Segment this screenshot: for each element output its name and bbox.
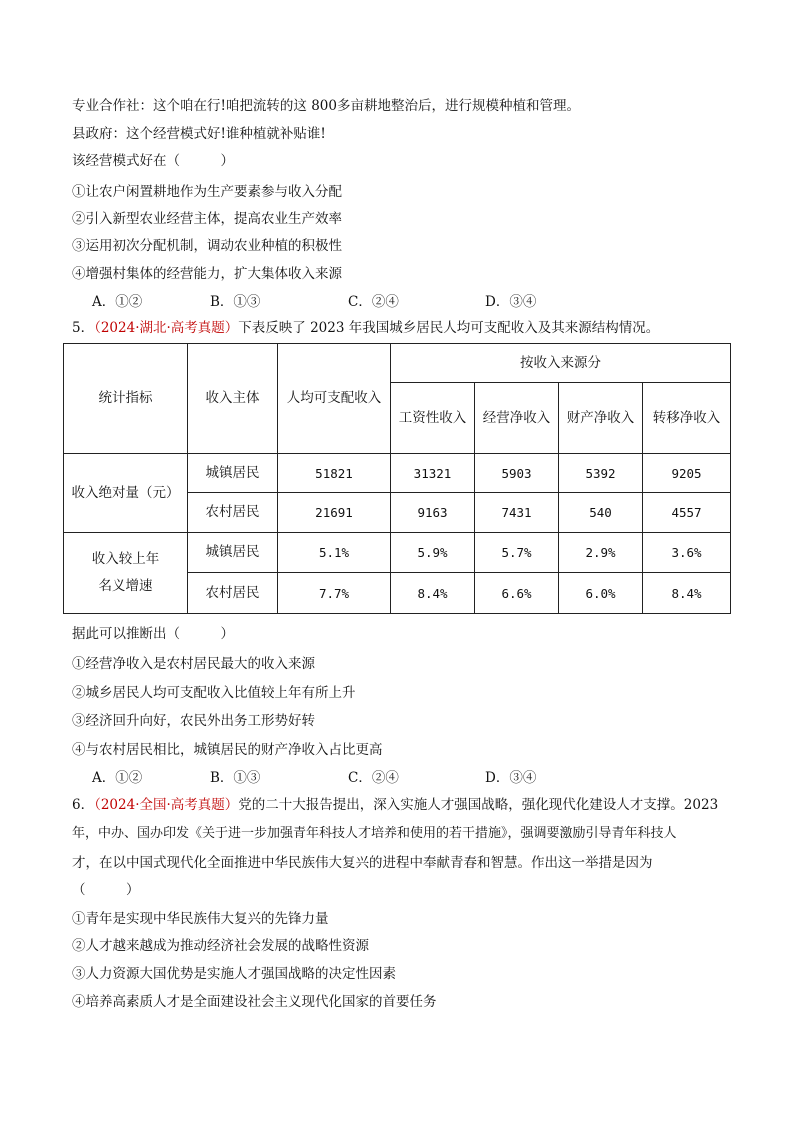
q4-statement: ①让农户闲置耕地作为生产要素参与收入分配	[72, 184, 342, 200]
table-cell: 21691	[278, 493, 391, 533]
header-wage: 工资性收入	[391, 383, 475, 454]
q6-statement: ④培养高素质人才是全面建设社会主义现代化国家的首要任务	[72, 994, 437, 1010]
table-cell: 6.6%	[475, 573, 559, 614]
q4-stem: 该经营模式好在（ ）	[72, 153, 234, 169]
row-label-urban: 城镇居民	[188, 533, 278, 573]
table-cell: 8.4%	[391, 573, 475, 614]
q6-line3: 才，在以中国式现代化全面推进中华民族伟大复兴的进程中奉献青春和智慧。作出这一举措是因为	[72, 855, 653, 871]
q5-after: 据此可以推断出（ ）	[72, 626, 234, 642]
q5-stem: 下表反映了 2023 年我国城乡居民人均可支配收入及其来源结构情况。	[238, 320, 660, 336]
gov-line: 县政府：这个经营模式好!谁种植就补贴谁!	[72, 126, 326, 142]
q6-source: （2024·全国·高考真题）	[94, 797, 239, 813]
header-subject: 收入主体	[188, 344, 278, 454]
option-d[interactable]: D．③④	[485, 770, 537, 786]
option-b[interactable]: B．①③	[210, 294, 261, 310]
q6-number: 6．	[72, 797, 95, 813]
option-c[interactable]: C．②④	[348, 294, 399, 310]
table-cell: 5392	[559, 454, 643, 493]
row-label-rural: 农村居民	[188, 573, 278, 614]
table-cell: 9205	[643, 454, 731, 493]
table-cell: 6.0%	[559, 573, 643, 614]
q5-number: 5．	[72, 320, 95, 336]
q4-statement: ④增强村集体的经营能力，扩大集体收入来源	[72, 266, 342, 282]
table-cell: 5.1%	[278, 533, 391, 573]
q6-heading	[72, 793, 718, 813]
q6-line2: 年，中办、国办印发《关于进一步加强青年科技人才培养和使用的若干措施》，强调要激励引导青年科技人	[72, 826, 677, 841]
header-property: 财产净收入	[559, 383, 643, 454]
q6-statement: ②人才越来越成为推动经济社会发展的战略性资源	[72, 938, 369, 954]
table-cell: 8.4%	[643, 573, 731, 614]
option-d[interactable]: D．③④	[485, 294, 537, 310]
income-table	[63, 343, 731, 614]
table-cell: 31321	[391, 454, 475, 493]
table-cell: 2.9%	[559, 533, 643, 573]
table-cell: 540	[559, 493, 643, 533]
q5-statement: ④与农村居民相比，城镇居民的财产净收入占比更高	[72, 742, 383, 758]
table-cell: 5.7%	[475, 533, 559, 573]
table-cell: 4557	[643, 493, 731, 533]
table-cell: 5.9%	[391, 533, 475, 573]
q4-statement: ②引入新型农业经营主体，提高农业生产效率	[72, 211, 342, 227]
option-a[interactable]: A．①②	[92, 770, 143, 786]
row-label-urban: 城镇居民	[188, 454, 278, 493]
header-by-source: 按收入来源分	[391, 344, 731, 383]
coop-line: 专业合作社：这个咱在行!咱把流转的这 800多亩耕地整治后，进行规模种植和管理。	[72, 98, 580, 114]
q5-source: （2024·湖北·高考真题）	[94, 320, 239, 336]
option-b[interactable]: B．①③	[210, 770, 261, 786]
q5-statement: ②城乡居民人均可支配收入比值较上年有所上升	[72, 685, 356, 701]
option-a[interactable]: A．①②	[92, 294, 143, 310]
q4-statement: ③运用初次分配机制，调动农业种植的积极性	[72, 238, 342, 254]
q6-statement: ①青年是实现中华民族伟大复兴的先锋力量	[72, 911, 329, 927]
header-business: 经营净收入	[475, 383, 559, 454]
q5-statement: ③经济回升向好，农民外出务工形势好转	[72, 713, 315, 729]
table-cell: 5903	[475, 454, 559, 493]
group-growth: 收入较上年名义增速	[64, 533, 188, 614]
group-absolute: 收入绝对量（元）	[64, 454, 188, 533]
option-c[interactable]: C．②④	[348, 770, 399, 786]
table-cell: 7.7%	[278, 573, 391, 614]
header-per-capita: 人均可支配收入	[278, 344, 391, 454]
row-label-rural: 农村居民	[188, 493, 278, 533]
q5-heading	[72, 316, 659, 336]
table-cell: 7431	[475, 493, 559, 533]
q6-paren: （ ）	[72, 882, 140, 898]
table-cell: 51821	[278, 454, 391, 493]
table-cell: 9163	[391, 493, 475, 533]
header-indicator: 统计指标	[64, 344, 188, 454]
q6-line1: 党的二十大报告提出，深入实施人才强国战略，强化现代化建设人才支撑。2023	[238, 797, 719, 813]
q5-statement: ①经营净收入是农村居民最大的收入来源	[72, 656, 315, 672]
header-transfer: 转移净收入	[643, 383, 731, 454]
q6-statement: ③人力资源大国优势是实施人才强国战略的决定性因素	[72, 966, 396, 982]
table-cell: 3.6%	[643, 533, 731, 573]
